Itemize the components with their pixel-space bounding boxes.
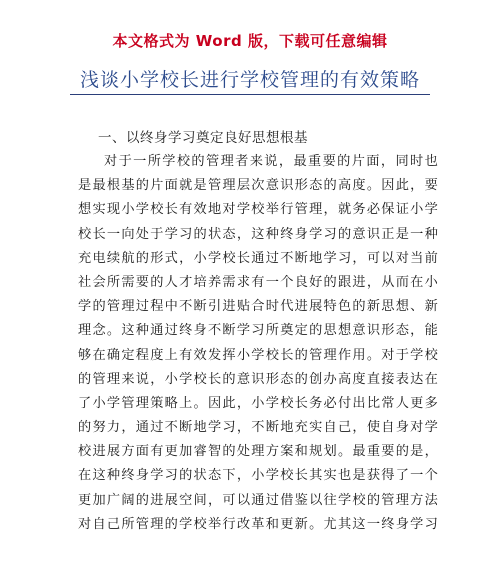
body-text-line: 在这种终身学习的状态下，小学校长其实也是获得了一个 xyxy=(78,468,438,484)
body-text-line: 理念。这种通过终身不断学习所奠定的思想意识形态，能 xyxy=(78,323,438,339)
body-text-line: 学的管理过程中不断引进贴合时代进展特色的新思想、新 xyxy=(78,299,438,315)
editable-notice-banner: 本文格式为 Word 版，下载可任意编辑 xyxy=(112,32,388,50)
body-text-line: 校进展方面有更加睿智的处理方案和规划。最重要的是， xyxy=(78,444,438,460)
body-text-line: 对自己所管理的学校举行改革和更新。尤其这一终身学习 xyxy=(78,516,438,532)
body-text-line: 校长一向处于学习的状态，这种终身学习的意识正是一种 xyxy=(78,226,438,242)
document-title: 浅谈小学校长进行学校管理的有效策略 xyxy=(79,69,420,91)
title-underline-rule xyxy=(70,94,430,95)
body-paragraph xyxy=(78,150,438,537)
body-text-line: 更加广阔的进展空间，可以通过借鉴以往学校的管理方法 xyxy=(78,492,438,508)
body-text-line: 了小学管理策略上。因此，小学校长务必付出比常人更多 xyxy=(78,395,438,411)
body-text-line: 社会所需要的人才培养需求有一个良好的跟进，从而在小 xyxy=(78,274,438,290)
body-text-line: 对于一所学校的管理者来说，最重要的片面，同时也 xyxy=(104,154,438,169)
body-text-line: 充电续航的形式，小学校长通过不断地学习，可以对当前 xyxy=(78,250,438,266)
section-heading: 一、以终身学习奠定良好思想根基 xyxy=(98,130,308,146)
body-text-line: 想实现小学校长有效地对学校举行管理，就务必保证小学 xyxy=(78,202,438,218)
body-text-line: 的管理来说，小学校长的意识形态的创办高度直接表达在 xyxy=(78,371,438,387)
body-text-line: 的努力，通过不断地学习，不断地充实自己，使自身对学 xyxy=(78,420,438,436)
body-text-line: 是最根基的片面就是管理层次意识形态的高度。因此，要 xyxy=(78,178,438,194)
body-text-line: 够在确定程度上有效发挥小学校长的管理作用。对于学校 xyxy=(78,347,438,363)
